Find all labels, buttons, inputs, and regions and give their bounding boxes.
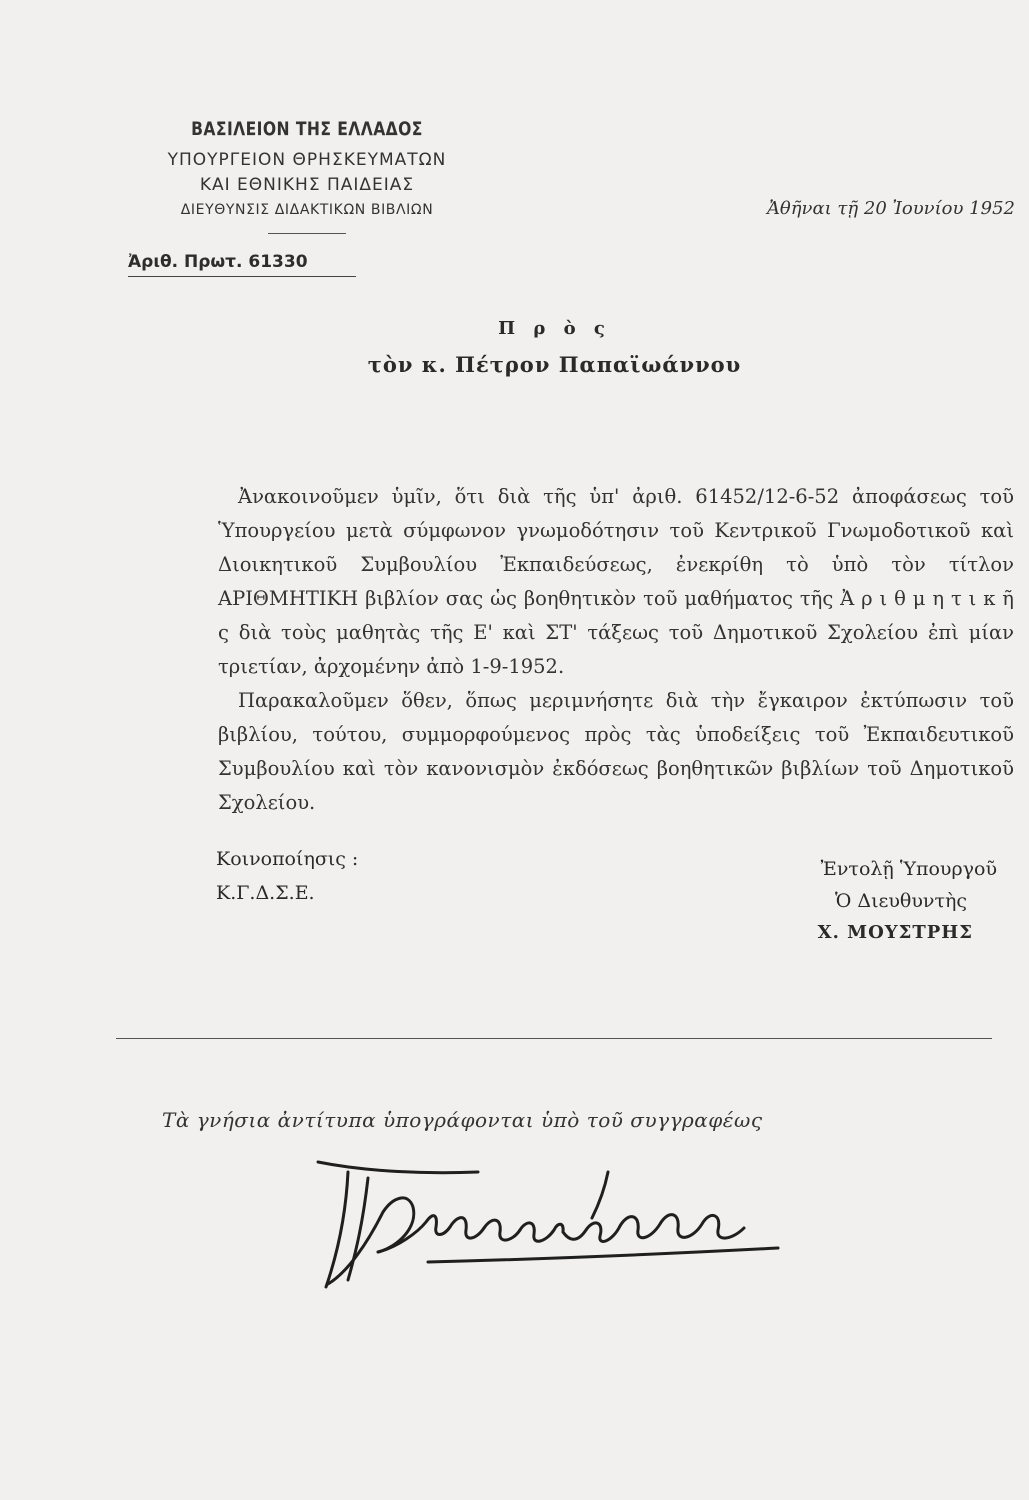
directorate-line: ΔΙΕΥΘΥΝΣΙΣ ΔΙΔΑΚΤΙΚΩΝ ΒΙΒΛΙΩΝ	[180, 202, 434, 218]
signatory-name: Χ. ΜΟΥΣΤΡΗΣ	[817, 922, 973, 943]
protocol-number: Ἀριθ. Πρωτ. 61330	[128, 252, 356, 277]
ministry-line-1: ΥΠΟΥΡΓΕΙΟΝ ΘΡΗΣΚΕΥΜΑΤΩΝ	[167, 150, 447, 170]
cc-label: Κοινοποίησις :	[216, 848, 359, 870]
recipient-label: Π ρ ὸ ς	[498, 318, 611, 339]
signatory-title: Ὁ Διευθυντὴς	[834, 890, 967, 912]
recipient-name: τὸν κ. Πέτρον Παπαϊωάννου	[367, 352, 742, 377]
signatory-order: Ἐντολῇ Ὑπουργοῦ	[820, 858, 997, 880]
letter-body	[218, 480, 1014, 820]
handwritten-signature	[308, 1152, 788, 1302]
letterhead	[112, 118, 502, 234]
letterhead-divider	[268, 233, 346, 234]
kingdom-heading: ΒΑΣΙΛΕΙΟΝ ΤΗΣ ΕΛΛΑΔΟΣ	[191, 118, 423, 140]
separator-rule	[116, 1038, 992, 1039]
body-paragraph-1: Ἀνακοινοῦμεν ὑμῖν, ὅτι διὰ τῆς ὑπ' ἀριθ. 61452/12-6-52 ἀποφάσεως τοῦ Ὑπουργείου μετὰ σύμφωνον γνωμοδότησιν τοῦ Κεντρικοῦ Γνωμοδοτικοῦ καὶ Διοικητικοῦ Συμβουλίου Ἐκπαιδεύσεως, ἐνεκρίθη τὸ ὑπὸ τὸν τίτλον ΑΡΙΘΜΗΤΙΚΗ βιβλίον σας ὡς βοηθητικὸν τοῦ μαθήματος τῆς Ἀ ρ ι θ μ η τ ι κ ῆ ς διὰ τοὺς μαθητὰς τῆς Ε' καὶ ΣΤ' τάξεως τοῦ Δημοτικοῦ Σχολείου ἐπὶ μίαν τριετίαν, ἀρχομένην ἀπὸ 1-9-1952.	[218, 485, 1014, 678]
letter-date: Ἀθῆναι τῇ 20 Ἰουνίου 1952	[766, 198, 1015, 219]
ministry-line-2: ΚΑΙ ΕΘΝΙΚΗΣ ΠΑΙΔΕΙΑΣ	[199, 175, 415, 195]
body-paragraph-2: Παρακαλοῦμεν ὅθεν, ὅπως μεριμνήσητε διὰ τὴν ἔγκαιρον ἐκτύπωσιν τοῦ βιβλίου, τούτου, συμμορφούμενος πρὸς τὰς ὑποδείξεις τοῦ Ἐκπαιδευτικοῦ Συμβουλίου καὶ τὸν κανονισμὸν ἐκδόσεως βοηθητικῶν βιβλίων τοῦ Δημοτικοῦ Σχολείου.	[218, 689, 1014, 814]
cc-value: Κ.Γ.Δ.Σ.Ε.	[216, 882, 315, 904]
authenticity-note: Τὰ γνήσια ἀντίτυπα ὑπογράφονται ὑπὸ τοῦ συγγραφέως	[162, 1108, 763, 1132]
